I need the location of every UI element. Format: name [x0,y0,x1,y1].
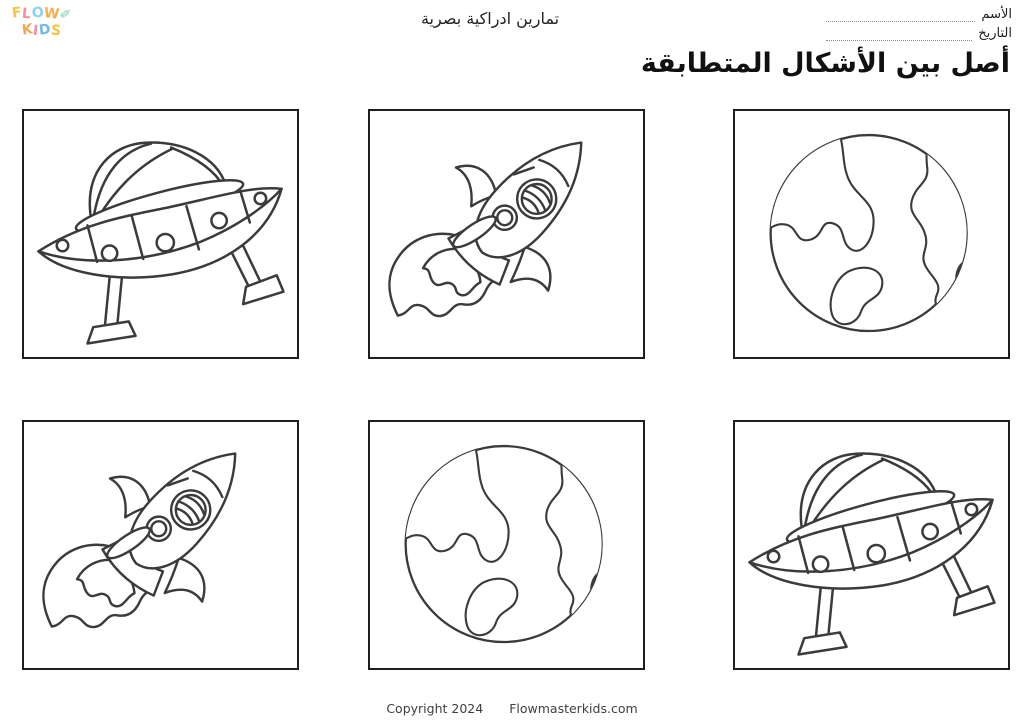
logo-letter: K [21,21,35,39]
logo-letter: D [38,21,53,39]
page-title: أصل بين الأشكال المتطابقة [640,48,1010,79]
logo-letter: O [30,4,45,22]
ufo-drawing [24,111,297,357]
rocket-drawing [370,111,643,357]
rocket-card [22,420,299,670]
earth-drawing [735,111,1008,357]
earth-drawing [370,422,643,668]
logo-letter: F [11,4,24,22]
ufo-card [733,420,1010,670]
name-fill-line [826,7,975,22]
copyright-text: Copyright 2024 [386,701,484,716]
logo-letter: W [43,5,61,23]
site-text: Flowmasterkids.com [509,701,638,716]
worksheet-subtitle: تمارين ادراكية بصرية [420,9,560,28]
date-fill-line [826,26,972,41]
ufo-card [22,109,299,359]
student-fields [826,7,1012,45]
rocket-card [368,109,645,359]
pencil-icon: ✎ [58,6,75,21]
logo-letter: I [32,22,40,40]
page-footer [0,701,1024,716]
earth-card [733,109,1010,359]
date-label: التاريخ [978,26,1012,41]
ufo-drawing [735,422,1008,668]
rocket-drawing [24,422,297,668]
name-field-row [826,7,1012,22]
logo-letter: S [50,22,63,40]
logo-letter: L [21,5,33,23]
earth-card [368,420,645,670]
name-label: الأسم [981,7,1012,22]
date-field-row [826,26,1012,41]
